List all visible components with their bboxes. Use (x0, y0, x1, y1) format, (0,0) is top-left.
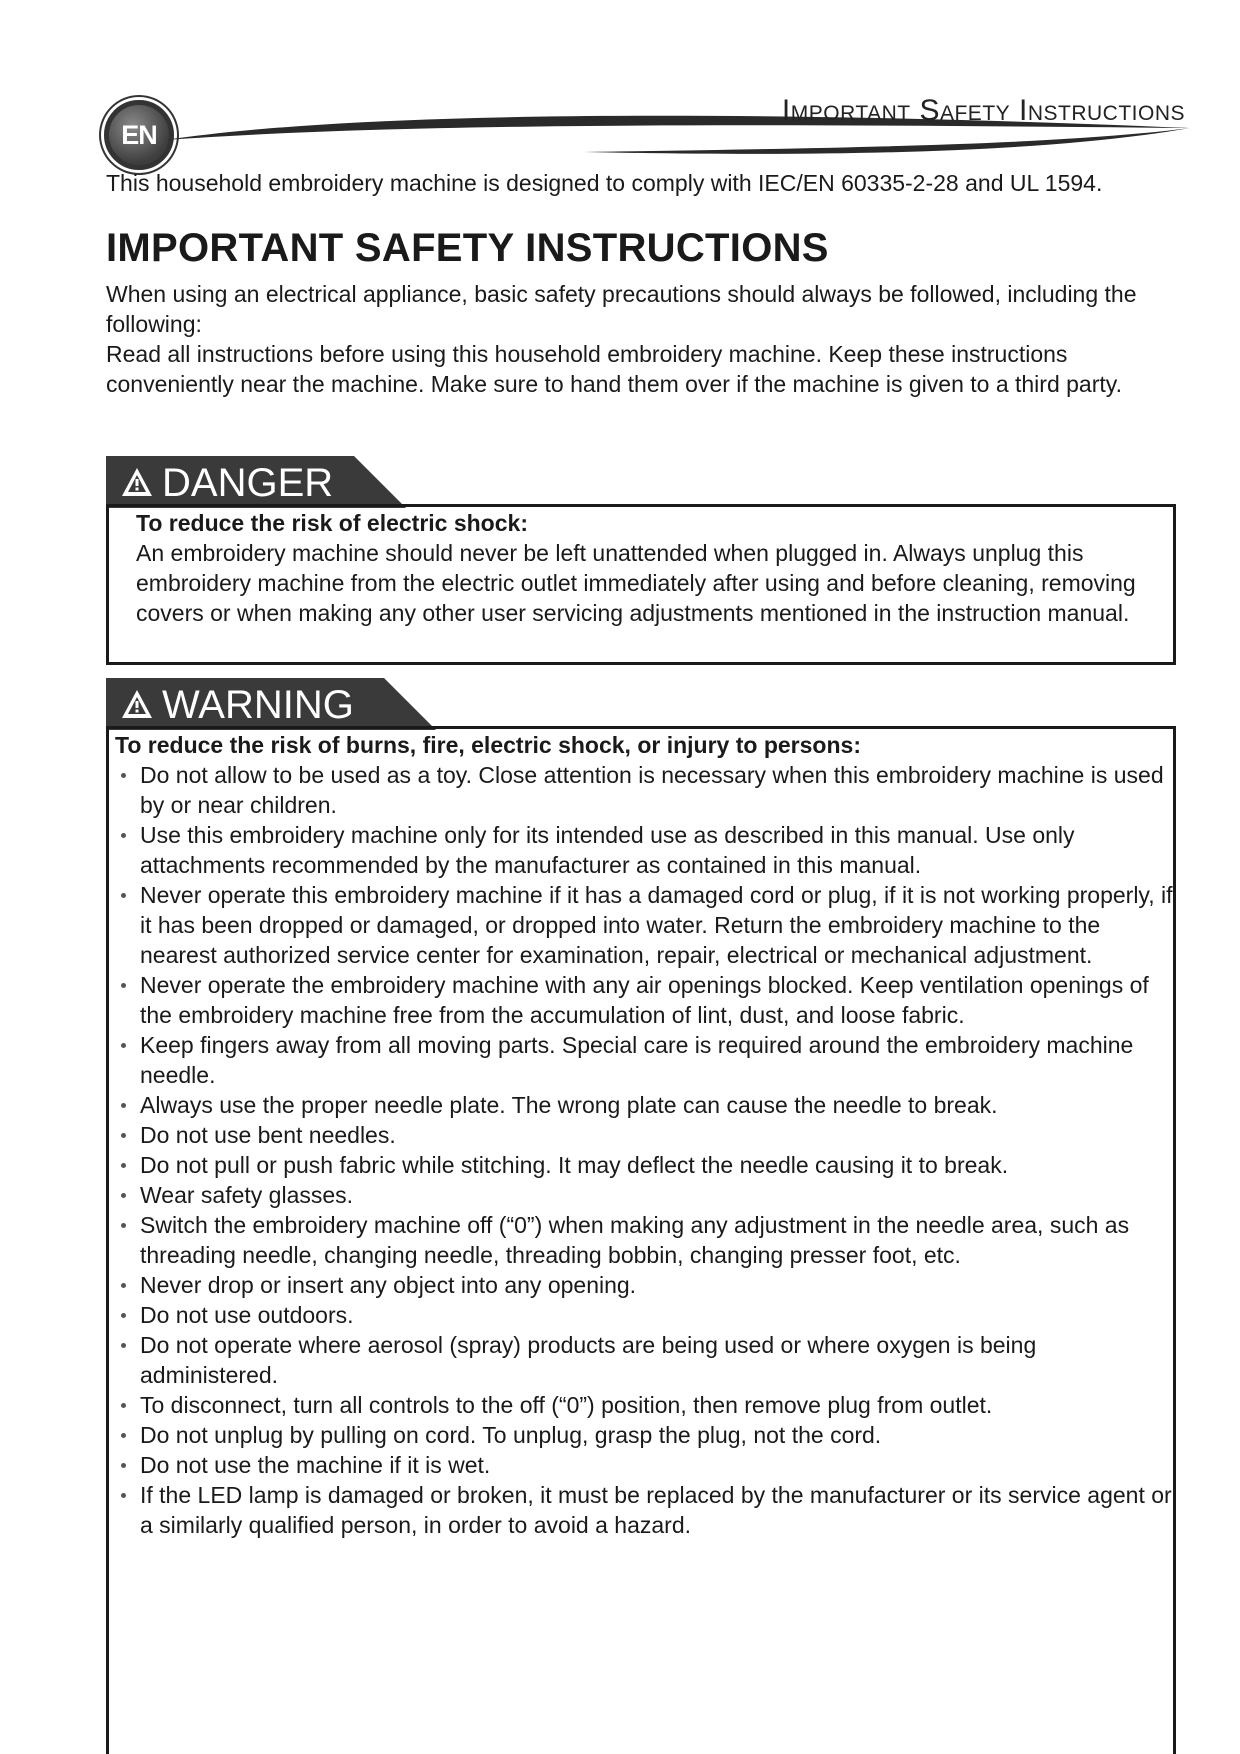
list-item: To disconnect, turn all controls to the off (“0”) position, then remove plug from outlet. (115, 1390, 1173, 1420)
danger-heading: To reduce the risk of electric shock: (136, 510, 528, 536)
list-item: If the LED lamp is damaged or broken, it must be replaced by the manufacturer or its service agent or a similarly qualified person, in order to avoid a hazard. (115, 1480, 1173, 1540)
warning-label: WARNING (162, 683, 354, 727)
warning-triangle-icon (120, 466, 154, 498)
header-title: Important Safety Instructions (781, 94, 1185, 127)
intro-text: This household embroidery machine is designed to comply with IEC/EN 60335-2-28 and UL 1594. (106, 170, 1103, 196)
safety-paragraph-1: When using an electrical appliance, basic safety precautions should always be followed, including the following: (106, 281, 1137, 337)
list-item: Do not operate where aerosol (spray) products are being used or where oxygen is being administered. (115, 1330, 1173, 1390)
list-item: Do not pull or push fabric while stitching. It may deflect the needle causing it to break. (115, 1150, 1173, 1180)
list-item: Always use the proper needle plate. The wrong plate can cause the needle to break. (115, 1090, 1173, 1120)
list-item: Do not use outdoors. (115, 1300, 1173, 1330)
warning-tab (106, 678, 436, 730)
list-item: Do not unplug by pulling on cord. To unplug, grasp the plug, not the cord. (115, 1420, 1173, 1450)
list-item: Do not use bent needles. (115, 1120, 1173, 1150)
list-item: Never drop or insert any object into any opening. (115, 1270, 1173, 1300)
warning-box (106, 726, 1176, 1754)
language-badge: EN (104, 100, 174, 170)
list-item: Do not use the machine if it is wet. (115, 1450, 1173, 1480)
list-item: Keep fingers away from all moving parts. Special care is required around the embroidery machine needle. (115, 1030, 1173, 1090)
warning-list (115, 760, 1173, 1540)
list-item: Wear safety glasses. (115, 1180, 1173, 1210)
list-item: Never operate this embroidery machine if it has a damaged cord or plug, if it is not working properly, if it has been dropped or damaged, or dropped into water. Return the embroidery machine to the nearest authorized service center for examination, repair, electrical or mechanical adjustment. (115, 880, 1173, 970)
warning-triangle-icon (120, 688, 154, 720)
safety-paragraph-2: Read all instructions before using this household embroidery machine. Keep these instructions conveniently near the machine. Make sure to hand them over if the machine is given to a third party. (106, 341, 1122, 397)
warning-heading: To reduce the risk of burns, fire, electric shock, or injury to persons: (115, 732, 861, 758)
list-item: Use this embroidery machine only for its intended use as described in this manual. Use only attachments recommended by the manufacturer as contained in this manual. (115, 820, 1173, 880)
danger-text: An embroidery machine should never be left unattended when plugged in. Always unplug this embroidery machine from the electric outlet immediately after using and before cleaning, removing covers or when making any other user servicing adjustments mentioned in the instruction manual. (136, 540, 1136, 626)
list-item: Do not allow to be used as a toy. Close attention is necessary when this embroidery machine is used by or near children. (115, 760, 1173, 820)
danger-box (106, 504, 1176, 665)
danger-tab (106, 456, 406, 508)
list-item: Switch the embroidery machine off (“0”) when making any adjustment in the needle area, such as threading needle, changing needle, threading bobbin, changing presser foot, etc. (115, 1210, 1173, 1270)
danger-label: DANGER (162, 461, 334, 505)
main-heading: IMPORTANT SAFETY INSTRUCTIONS (106, 226, 829, 270)
list-item: Never operate the embroidery machine with any air openings blocked. Keep ventilation openings of the embroidery machine free from the accumulation of lint, dust, and loose fabric. (115, 970, 1173, 1030)
